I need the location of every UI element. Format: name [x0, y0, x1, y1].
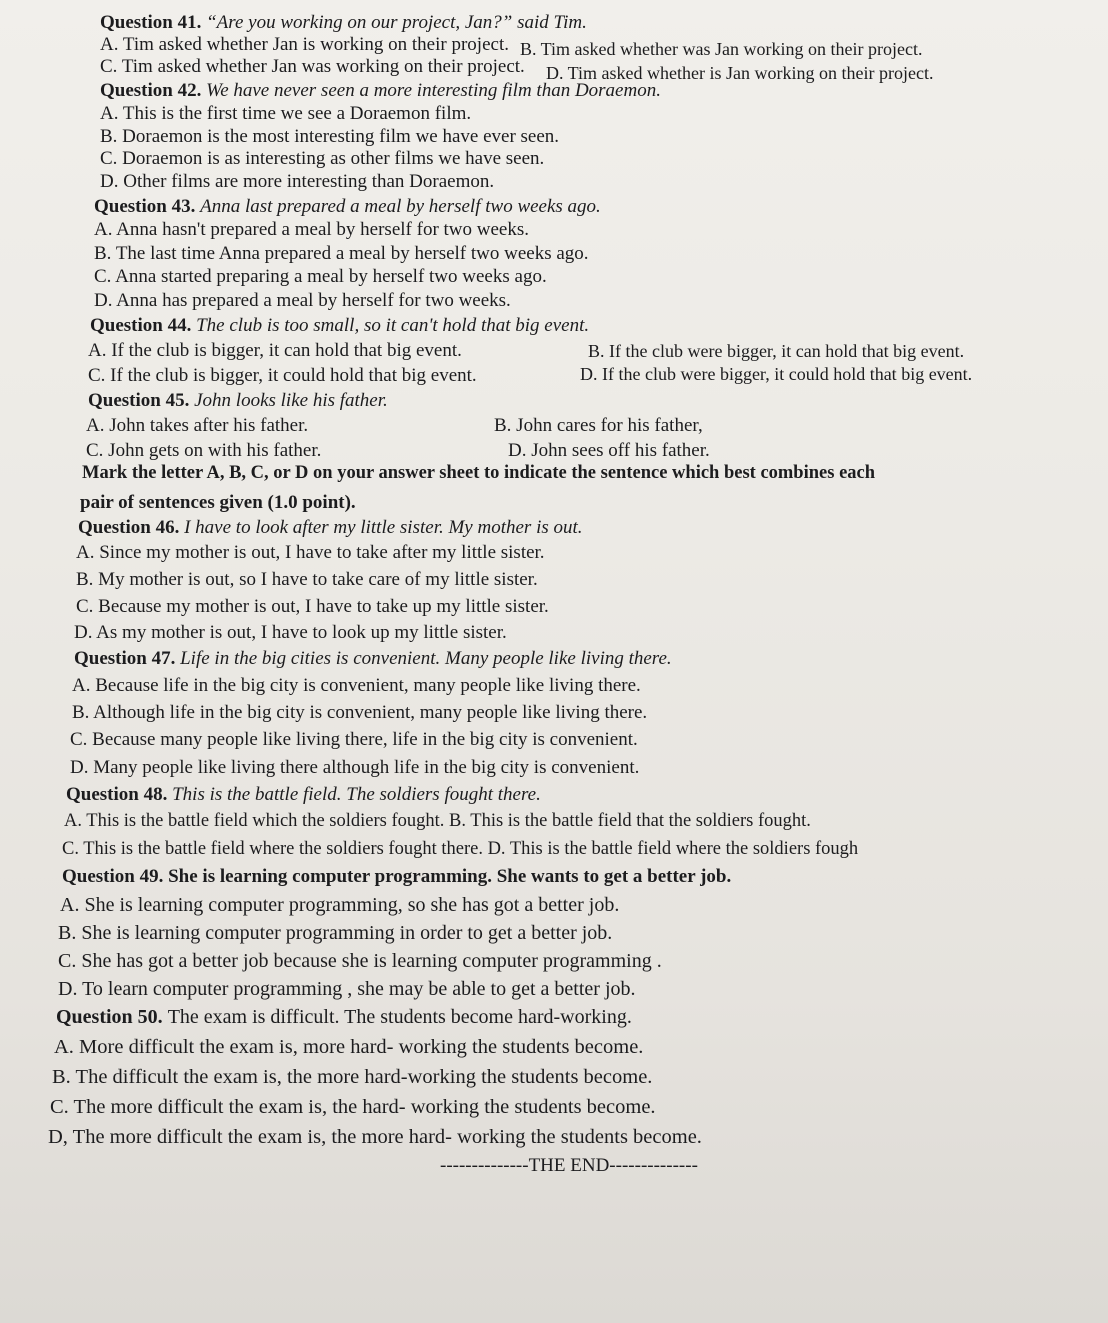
q45-option-d: D. John sees off his father.	[508, 440, 710, 461]
q50-option-c: C. The more difficult the exam is, the hard- working the students become.	[50, 1096, 656, 1118]
q48-options-c-d: C. This is the battle field where the soldiers fought there. D. This is the battle field where the soldiers fough	[62, 839, 859, 859]
q43-stem-text: Anna last prepared a meal by herself two weeks ago.	[200, 196, 601, 217]
q43-option-c: C. Anna started preparing a meal by herself two weeks ago.	[94, 266, 547, 287]
q49-stem: Question 49. She is learning computer programming. She wants to get a better job.	[62, 866, 732, 887]
q48-options-a-b: A. This is the battle field which the soldiers fought. B. This is the battle field that the soldiers fought.	[64, 811, 811, 831]
q46-option-a: A. Since my mother is out, I have to take after my little sister.	[76, 542, 545, 563]
q47-stem-text: Life in the big cities is convenient. Many people like living there.	[180, 648, 672, 669]
q42-stem: Question 42. We have never seen a more interesting film than Doraemon.	[100, 80, 661, 101]
q47-option-a: A. Because life in the big city is convenient, many people like living there.	[72, 675, 641, 696]
q44-option-b: B. If the club were bigger, it can hold that big event.	[588, 341, 965, 361]
q41-stem: Question 41. “Are you working on our project, Jan?” said Tim.	[100, 12, 587, 33]
q48-stem: Question 48. This is the battle field. The soldiers fought there.	[66, 784, 541, 805]
q44-stem: Question 44. The club is too small, so it can't hold that big event.	[90, 315, 590, 336]
q44-option-a: A. If the club is bigger, it can hold that big event.	[88, 340, 462, 361]
q46-option-c: C. Because my mother is out, I have to take up my little sister.	[76, 596, 549, 617]
q49-option-b: B. She is learning computer programming in order to get a better job.	[58, 922, 613, 944]
q50-stem-text: The exam is difficult. The students become hard-working.	[167, 1006, 632, 1028]
q46-option-d: D. As my mother is out, I have to look up my little sister.	[74, 622, 507, 643]
q48-stem-text: This is the battle field. The soldiers fought there.	[172, 784, 541, 805]
instruction-line-2: pair of sentences given (1.0 point).	[80, 492, 356, 513]
q41-option-c: C. Tim asked whether Jan was working on their project.	[100, 56, 525, 77]
q49-option-c: C. She has got a better job because she is learning computer programming .	[58, 950, 662, 972]
q49-option-d: D. To learn computer programming , she may be able to get a better job.	[58, 978, 636, 1000]
q49-stem-text: She is learning computer programming. She wants to get a better job.	[168, 866, 732, 887]
q46-option-b: B. My mother is out, so I have to take care of my little sister.	[76, 569, 538, 590]
q43-option-b: B. The last time Anna prepared a meal by herself two weeks ago.	[94, 243, 589, 264]
q42-option-c: C. Doraemon is as interesting as other films we have seen.	[100, 148, 545, 169]
q42-option-b: B. Doraemon is the most interesting film we have ever seen.	[100, 126, 560, 147]
q41-option-a: A. Tim asked whether Jan is working on their project.	[100, 34, 509, 55]
q44-stem-text: The club is too small, so it can't hold that big event.	[196, 315, 590, 336]
q45-option-a: A. John takes after his father.	[86, 415, 309, 436]
q43-option-d: D. Anna has prepared a meal by herself for two weeks.	[94, 290, 511, 311]
q50-stem: Question 50. The exam is difficult. The students become hard-working.	[56, 1006, 632, 1028]
q42-option-a: A. This is the first time we see a Doraemon film.	[100, 103, 472, 124]
q46-stem-text: I have to look after my little sister. My mother is out.	[184, 517, 583, 538]
q47-stem: Question 47. Life in the big cities is convenient. Many people like living there.	[74, 648, 672, 669]
q44-option-d: D. If the club were bigger, it could hold that big event.	[580, 364, 973, 384]
q50-option-d: D, The more difficult the exam is, the more hard- working the students become.	[48, 1126, 702, 1148]
q45-stem-text: John looks like his father.	[194, 390, 388, 411]
instruction-line-1: Mark the letter A, B, C, or D on your answer sheet to indicate the sentence which best combines each	[82, 463, 876, 483]
q41-option-b: B. Tim asked whether was Jan working on their project.	[520, 39, 923, 59]
q50-option-b: B. The difficult the exam is, the more hard-working the students become.	[52, 1066, 653, 1088]
q47-option-c: C. Because many people like living there, life in the big city is convenient.	[70, 729, 638, 750]
q45-option-b: B. John cares for his father,	[494, 415, 703, 436]
q42-stem-text: We have never seen a more interesting film than Doraemon.	[206, 80, 661, 101]
q47-option-b: B. Although life in the big city is convenient, many people like living there.	[72, 702, 648, 723]
q45-option-c: C. John gets on with his father.	[86, 440, 322, 461]
q47-option-d: D. Many people like living there although life in the big city is convenient.	[70, 757, 640, 778]
q49-option-a: A. She is learning computer programming, so she has got a better job.	[60, 894, 620, 916]
the-end-marker: --------------THE END--------------	[440, 1155, 698, 1176]
q41-stem-text: “Are you working on our project, Jan?” said Tim.	[206, 12, 587, 33]
q43-stem: Question 43. Anna last prepared a meal by herself two weeks ago.	[94, 196, 601, 217]
q43-option-a: A. Anna hasn't prepared a meal by herself for two weeks.	[94, 219, 529, 240]
q44-option-c: C. If the club is bigger, it could hold that big event.	[88, 365, 477, 386]
q50-option-a: A. More difficult the exam is, more hard- working the students become.	[54, 1036, 644, 1058]
q41-option-d: D. Tim asked whether is Jan working on their project.	[546, 63, 934, 83]
q42-option-d: D. Other films are more interesting than Doraemon.	[100, 171, 495, 192]
q45-stem: Question 45. John looks like his father.	[88, 390, 388, 411]
q46-stem: Question 46. I have to look after my little sister. My mother is out.	[78, 517, 583, 538]
